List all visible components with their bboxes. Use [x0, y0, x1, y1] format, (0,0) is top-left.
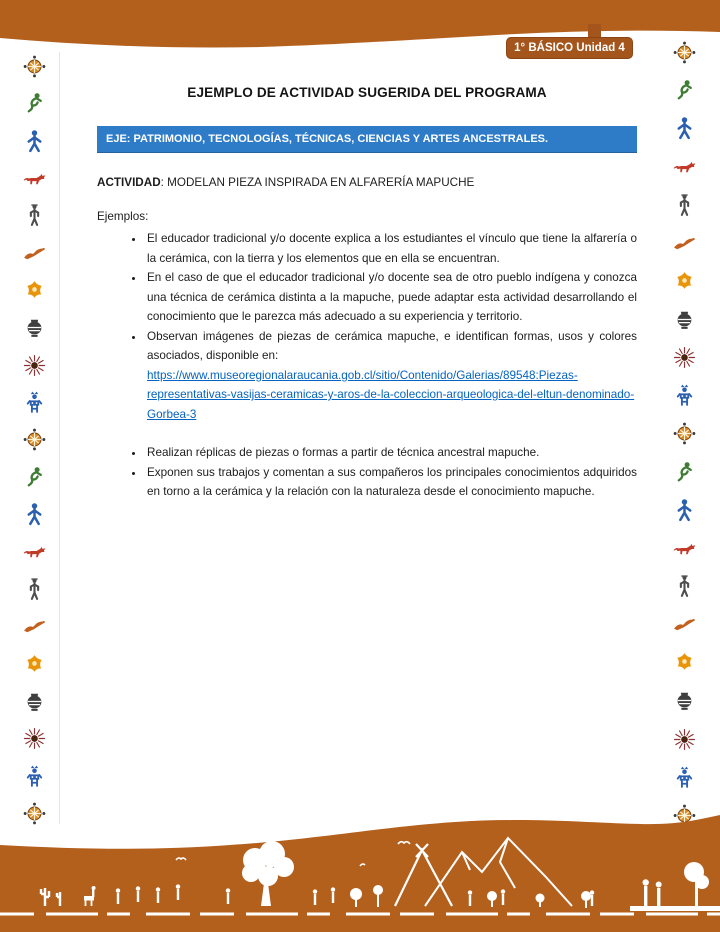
- totem-figure-icon: [672, 574, 697, 599]
- totem-figure-icon: [22, 577, 47, 602]
- fox-icon: [22, 539, 47, 564]
- standing-figure-icon: [22, 502, 47, 527]
- sun-icon: [672, 727, 697, 752]
- page-gutter-line: [59, 52, 60, 824]
- pottery-icon: [672, 307, 697, 332]
- dancer-icon: [672, 78, 697, 103]
- condor-icon: [22, 241, 47, 266]
- chief-figure-icon: [22, 390, 47, 415]
- page-title: EJEMPLO DE ACTIVIDAD SUGERIDA DEL PROGRAMA: [187, 85, 547, 100]
- flower-icon: [672, 269, 697, 294]
- footer-landscape-illustration: [0, 810, 720, 932]
- kultrun-drum-icon: [22, 427, 47, 452]
- condor-icon: [22, 614, 47, 639]
- kultrun-drum-icon: [22, 54, 47, 79]
- eje-banner-text: EJE: PATRIMONIO, TECNOLOGÍAS, TÉCNICAS, CIENCIAS Y ARTES ANCESTRALES.: [106, 133, 549, 145]
- flower-icon: [22, 278, 47, 303]
- activity-line: [97, 176, 637, 189]
- unit-badge-label: 1° BÁSICO Unidad 4: [514, 42, 625, 54]
- unit-badge: [506, 37, 633, 59]
- example-bullet-4: • Realizan réplicas de piezas o formas a partir de técnica ancestral mapuche.: [145, 443, 637, 463]
- example-bullet-2: • En el caso de que el educador tradicional y/o docente sea de otro pueblo indígena y conozca una técnica de cerámica distinta a la mapuche, puede adaptar esta actividad desarrollando el conocimiento que le parezca más adecuado a su experiencia y territorio.: [145, 268, 637, 327]
- kultrun-drum-icon: [672, 421, 697, 446]
- standing-figure-icon: [672, 498, 697, 523]
- chief-figure-icon: [672, 383, 697, 408]
- eje-banner: [97, 126, 637, 153]
- standing-figure-icon: [672, 116, 697, 141]
- activity-title: MODELAN PIEZA INSPIRADA EN ALFARERÍA MAPUCHE: [167, 176, 475, 189]
- dancer-icon: [672, 460, 697, 485]
- kultrun-drum-icon: [672, 40, 697, 65]
- examples-list: [97, 229, 637, 502]
- example-bullet-5: • Exponen sus trabajos y comentan a sus compañeros los principales conocimientos adquiridos en torno a la cerámica y la relación con la naturaleza desde el conocimiento mapuche.: [145, 463, 637, 502]
- sun-icon: [22, 726, 47, 751]
- example-bullet-3: • Observan imágenes de piezas de cerámica mapuche, e identifican formas, usos y colores asociados, disponible en: https://www.museoregionalaraucania.gob.cl/sitio/Contenido/Galerias/89548:Piezas-representativas-vasijas-ceramicas-y-aros-de-la-coleccion-arqueologica-del-eltun-denominado-Gorbea-3: [145, 327, 637, 425]
- dancer-icon: [22, 465, 47, 490]
- totem-figure-icon: [672, 193, 697, 218]
- chief-figure-icon: [672, 765, 697, 790]
- fox-icon: [672, 536, 697, 561]
- flower-icon: [672, 650, 697, 675]
- activity-separator: :: [160, 176, 168, 189]
- pottery-icon: [22, 689, 47, 714]
- examples-heading: Ejemplos:: [97, 210, 149, 223]
- chief-figure-icon: [22, 764, 47, 789]
- fox-icon: [22, 166, 47, 191]
- pottery-icon: [22, 315, 47, 340]
- right-ornament-column: [664, 40, 704, 828]
- dancer-icon: [22, 91, 47, 116]
- museum-gallery-link[interactable]: https://www.museoregionalaraucania.gob.cl/sitio/Contenido/Galerias/89548:Piezas-representativas-vasijas-ceramicas-y-aros-de-la-coleccion-arqueologica-del-eltun-denominado-Gorbea-3: [147, 368, 635, 421]
- example-bullet-1: • El educador tradicional y/o docente explica a los estudiantes el vínculo que tiene la alfarería o la cerámica, con la tierra y los elementos que en ella se encuentran.: [145, 229, 637, 268]
- activity-label: ACTIVIDAD: [97, 176, 161, 189]
- condor-icon: [672, 231, 697, 256]
- sun-icon: [22, 353, 47, 378]
- totem-figure-icon: [22, 203, 47, 228]
- pottery-icon: [672, 688, 697, 713]
- sun-icon: [672, 345, 697, 370]
- left-ornament-column: [14, 54, 54, 826]
- condor-icon: [672, 612, 697, 637]
- standing-figure-icon: [22, 129, 47, 154]
- flower-icon: [22, 652, 47, 677]
- fox-icon: [672, 154, 697, 179]
